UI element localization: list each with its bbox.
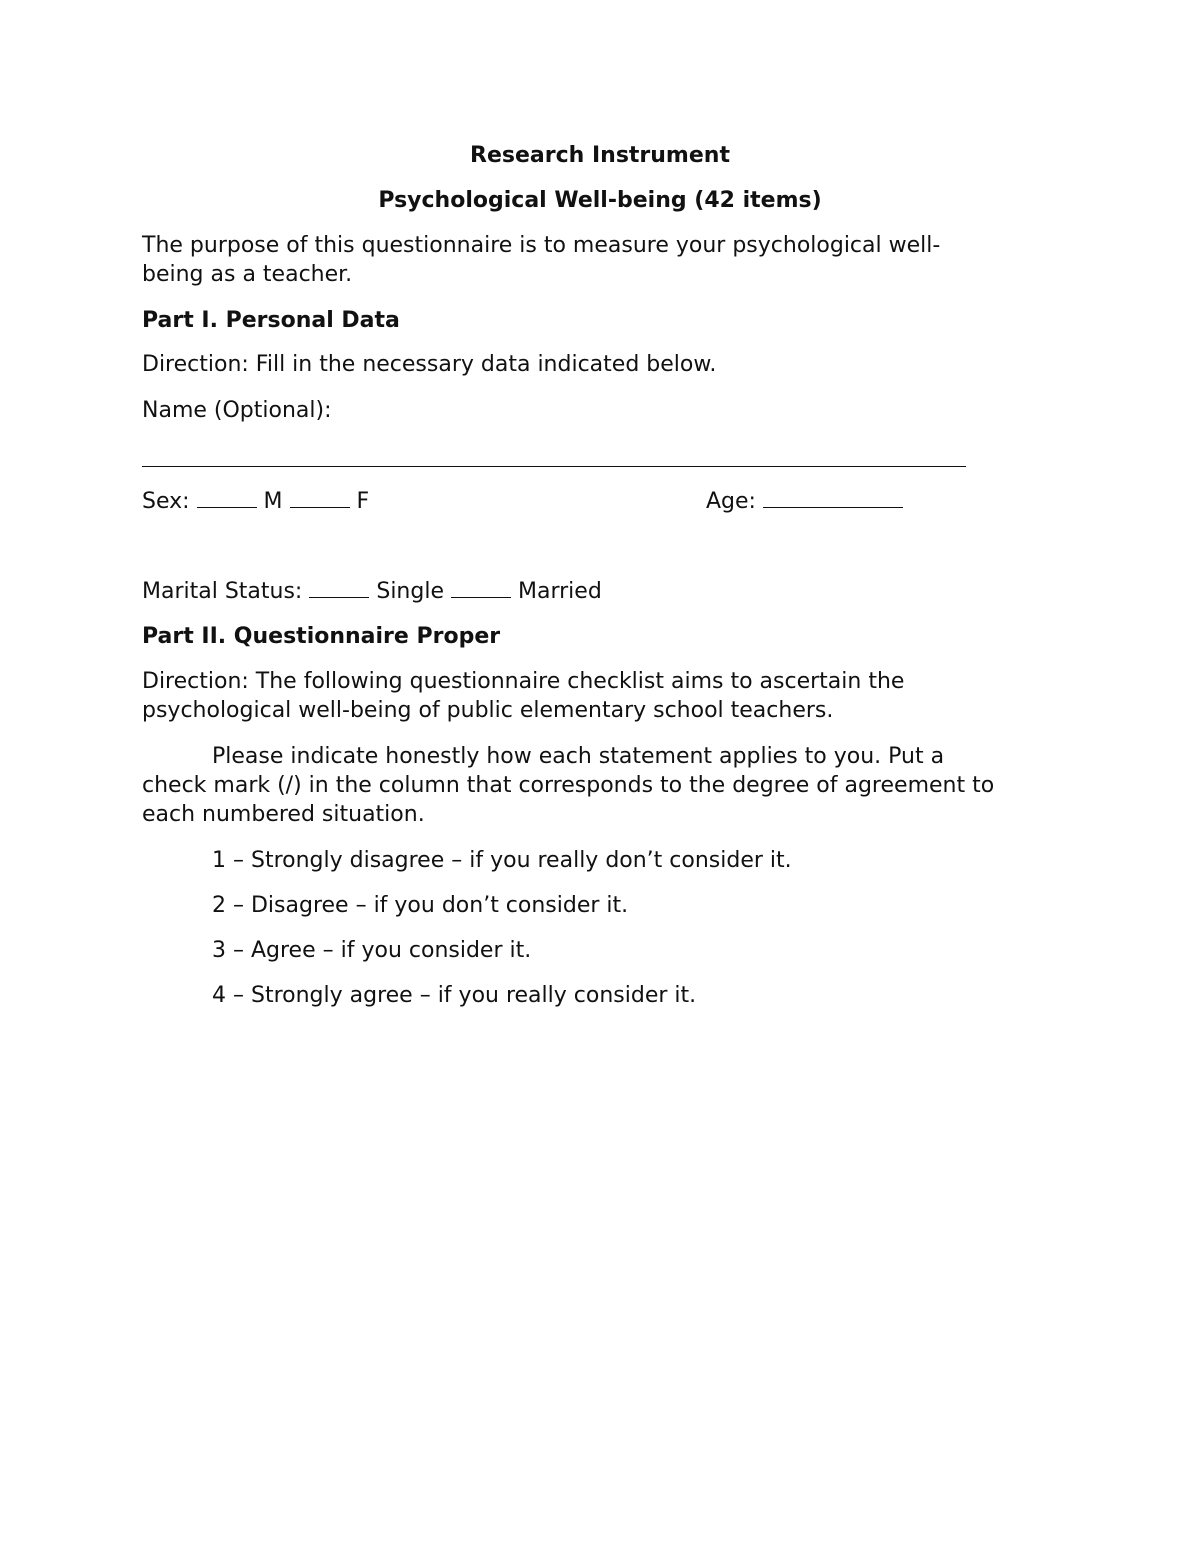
sex-row — [142, 487, 369, 516]
marital-status-label: Marital Status: — [142, 579, 303, 604]
sex-option-f: F — [356, 489, 370, 514]
marital-status-row — [142, 577, 602, 606]
marital-option-married: Married — [518, 579, 602, 604]
age-row — [706, 487, 903, 516]
scale-item-2: 2 – Disagree – if you don’t consider it. — [212, 893, 629, 918]
document-title: Research Instrument — [470, 143, 730, 168]
instruction-line-2: check mark (/) in the column that corresponds to the degree of agreement to — [142, 773, 995, 798]
age-blank[interactable] — [763, 487, 903, 508]
part1-heading: Part I. Personal Data — [142, 308, 400, 333]
sex-option-m: M — [263, 489, 283, 514]
document-subtitle: Psychological Well-being (42 items) — [378, 188, 822, 213]
instruction-line-1: Please indicate honestly how each statement applies to you. Put a — [212, 744, 945, 769]
part2-heading: Part II. Questionnaire Proper — [142, 624, 501, 649]
scale-item-3: 3 – Agree – if you consider it. — [212, 938, 532, 963]
scale-item-1: 1 – Strongly disagree – if you really don’t consider it. — [212, 848, 792, 873]
part2-direction-line-2: psychological well-being of public elementary school teachers. — [142, 698, 834, 723]
name-label: Name (Optional): — [142, 398, 332, 423]
sex-m-blank[interactable] — [197, 487, 257, 508]
age-label: Age: — [706, 489, 756, 514]
part2-direction-line-1: Direction: The following questionnaire checklist aims to ascertain the — [142, 669, 905, 694]
marital-married-blank[interactable] — [451, 577, 511, 598]
marital-option-single: Single — [376, 579, 444, 604]
part1-direction: Direction: Fill in the necessary data indicated below. — [142, 352, 717, 377]
sex-f-blank[interactable] — [290, 487, 350, 508]
name-field-line[interactable] — [142, 466, 966, 467]
sex-label: Sex: — [142, 489, 190, 514]
purpose-text-line-2: being as a teacher. — [142, 262, 353, 287]
marital-single-blank[interactable] — [309, 577, 369, 598]
purpose-text-line-1: The purpose of this questionnaire is to measure your psychological well- — [142, 233, 941, 258]
instruction-line-3: each numbered situation. — [142, 802, 425, 827]
scale-item-4: 4 – Strongly agree – if you really consider it. — [212, 983, 697, 1008]
